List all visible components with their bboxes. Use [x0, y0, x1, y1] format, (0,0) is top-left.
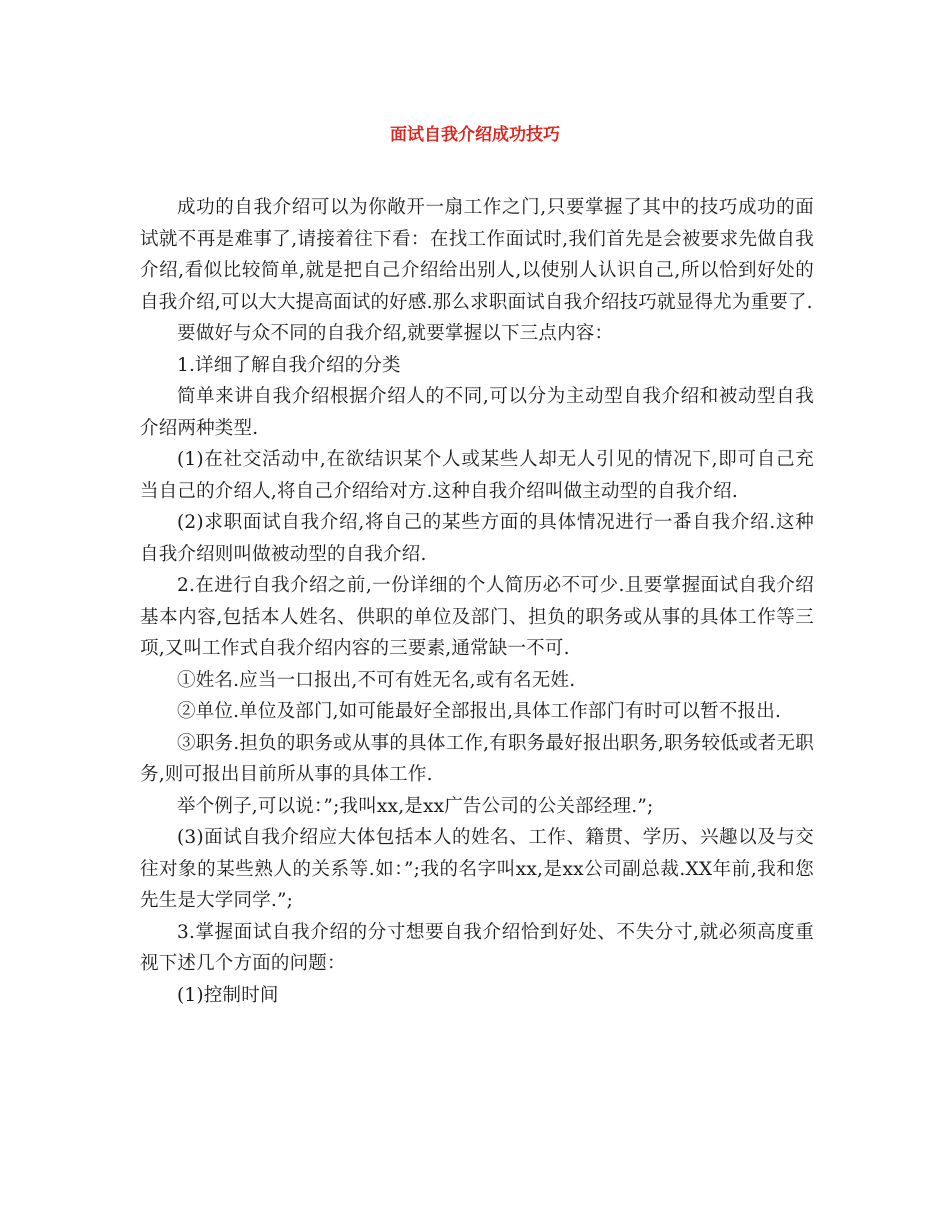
paragraph-example: 举个例子,可以说：”;我叫xx,是xx广告公司的公关部经理.”; [177, 795, 654, 817]
list-item-position: ③职务.担负的职务或从事的具体工作,有职务最好报出职务,职务较低或者无职务,则可报出目前所从事的具体工作. [140, 732, 814, 785]
list-item-unit: ②单位.单位及部门,如可能最好全部报出,具体工作部门有时可以暂不报出. [177, 701, 782, 722]
heading-section-1: 1.详细了解自我介绍的分类 [177, 354, 401, 376]
heading-section-2: 2.在进行自我介绍之前,一份详细的个人简历必不可少.且要掌握面试自我介绍基本内容,包括本人姓名、供职的单位及部门、担负的职务或从事的具体工作等三项,又叫工作式自我介绍内容的三要素,通常缺一不可. [140, 575, 814, 659]
paragraph-content-scope: (3)面试自我介绍应大体包括本人的姓名、工作、籍贯、学历、兴趣以及与交往对象的某些熟人的关系等.如：”;我的名字叫xx,是xx公司副总裁.XX年前,我和您先生是大学同学.”; [140, 827, 814, 911]
paragraph-three-points: 要做好与众不同的自我介绍,就要掌握以下三点内容： [177, 323, 614, 344]
list-item-name: ①姓名.应当一口报出,不可有姓无名,或有名无姓. [177, 669, 576, 691]
document-title: 面试自我介绍成功技巧 [390, 125, 560, 145]
document-body [140, 192, 814, 1011]
heading-section-3: 3.掌握面试自我介绍的分寸想要自我介绍恰到好处、不失分寸,就必须高度重视下述几个方面的问题： [140, 921, 814, 974]
paragraph-types: 简单来讲自我介绍根据介绍人的不同,可以分为主动型自我介绍和被动型自我介绍两种类型. [140, 386, 814, 439]
paragraph-active-type: (1)在社交活动中,在欲结识某个人或某些人却无人引见的情况下,即可自己充当自己的介绍人,将自己介绍给对方.这种自我介绍叫做主动型的自我介绍. [140, 449, 814, 502]
list-item-control-time: (1)控制时间 [177, 984, 279, 1006]
paragraph-passive-type: (2)求职面试自我介绍,将自己的某些方面的具体情况进行一番自我介绍.这种自我介绍则叫做被动型的自我介绍. [140, 512, 814, 565]
paragraph-intro: 成功的自我介绍可以为你敞开一扇工作之门,只要掌握了其中的技巧成功的面试就不再是难事了,请接着往下看：在找工作面试时,我们首先是会被要求先做自我介绍,看似比较简单,就是把自己介绍给出别人,以使别人认识自己,所以恰到好处的自我介绍,可以大大提高面试的好感.那么求职面试自我介绍技巧就显得尤为重要了. [140, 197, 814, 313]
